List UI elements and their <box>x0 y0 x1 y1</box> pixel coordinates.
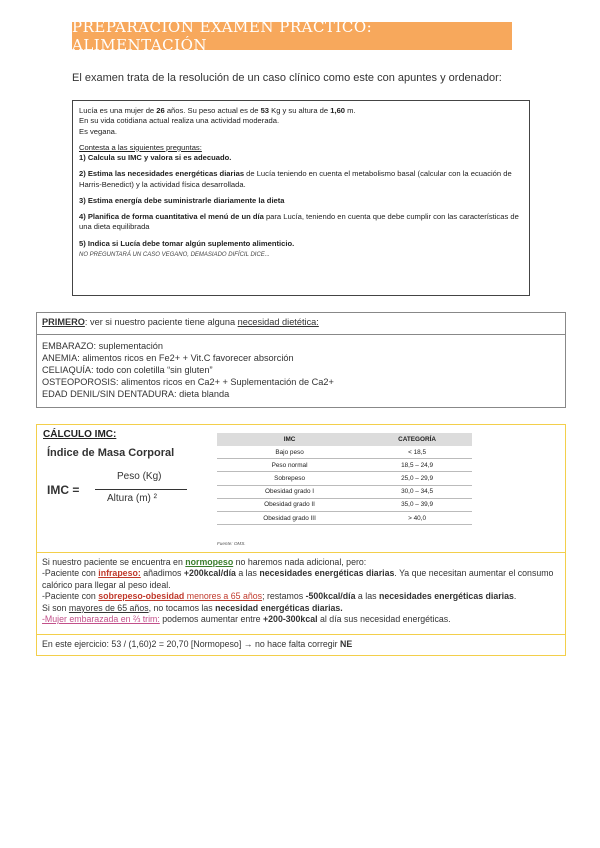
case-line-1: Lucía es una mujer de 26 años. Su peso actual es de 53 Kg y su altura de 1,60 m. En su vida cotidiana actual realiza una actividad moderada. Es vegana. <box>79 106 356 136</box>
list-item: OSTEOPOROSIS: alimentos ricos en Ca2+ + Suplementación de Ca2+ <box>42 376 334 387</box>
list-item: EDAD DENIL/SIN DENTADURA: dieta blanda <box>42 388 230 399</box>
list-item: ANEMIA: alimentos ricos en Fe2+ + Vit.C favorecer absorción <box>42 352 294 363</box>
list-item: EMBARAZO: suplementación <box>42 341 164 351</box>
imc-formula: Índice de Masa Corporal IMC = Peso (Kg) Altura (m) ² <box>47 447 197 517</box>
intro-text: El examen trata de la resolución de un caso clínico como este con apuntes y ordenador: <box>72 72 502 84</box>
exercise-result: En este ejercicio: 53 / (1,60)2 = 20,70 [Normopeso] → no hace falta corregir NE <box>42 639 353 649</box>
list-item: CELIAQUÍA: todo con coletilla “sin gluten” <box>42 364 213 375</box>
weight-value: 53 <box>260 106 270 115</box>
table-source: Fuente: OMS. <box>217 541 246 546</box>
height-value: 1,60 <box>330 106 346 115</box>
imc-table <box>217 433 472 525</box>
table-row: Sobrepeso 25,0 – 29,9 <box>217 472 472 485</box>
case-box <box>72 100 530 296</box>
table-header: IMC <box>217 433 362 446</box>
imc-notes: Si nuestro paciente se encuentra en normopeso no haremos nada adicional, pero: -Paciente con infrapeso: añadimos +200kcal/día a las necesidades energéticas diarias. Ya que necesitan aumentar el consumo calórico para llegar al peso ideal. -Paciente con sobrepeso-obesidad menores a 65 años; restamos -500kcal/día a las necesidades energéticas diarias. Si son mayores de 65 años, no tocamos las necesidad energéticas diarias. -Mujer embarazada en ⅔ trim: podemos aumentar entre +200-300kcal al día sus necesidad energéticas. <box>37 553 565 635</box>
question-4: 4) Planifica de forma cuantitativa el menú de un día para Lucía, teniendo en cuenta que debe cumplir con las características de una dieta equilibrada <box>79 212 519 232</box>
primero-heading: PRIMERO: ver si nuestro paciente tiene alguna necesidad dietética: <box>37 313 565 335</box>
table-row: Bajo peso < 18,5 <box>217 446 472 459</box>
table-row: Obesidad grado III > 40,0 <box>217 511 472 524</box>
question-1: 1) Calcula su IMC y valora si es adecuado. <box>79 153 232 162</box>
question-2: 2) Estima las necesidades energéticas diarias de Lucía teniendo en cuenta el metabolismo basal (calcular con la ecuación de Harris-Benedict) y la actividad física desarrollada. <box>79 169 512 189</box>
age-value: 26 <box>156 106 165 115</box>
question-5: 5) Indica si Lucía debe tomar algún suplemento alimenticio. NO PREGUNTARÁ UN CASO VEGANO, DEMASIADO DIFÍCIL DICE... <box>79 238 295 258</box>
table-row: Obesidad grado I 30,0 – 34,5 <box>217 485 472 498</box>
questions: Contesta a las siguientes preguntas: 1) Calcula su IMC y valora si es adecuado. <box>79 142 232 162</box>
imc-heading: CÁLCULO IMC: <box>43 429 117 440</box>
needs-list <box>37 335 565 407</box>
imc-box <box>36 424 566 656</box>
question-3: 3) Estima energía debe suministrarle diariamente la dieta <box>79 195 285 205</box>
table-row: Obesidad grado II 35,0 – 39,9 <box>217 498 472 511</box>
page-title: PREPARACIÓN EXAMEN PRÁCTICO: ALIMENTACIÓN <box>72 22 512 50</box>
primero-box <box>36 312 566 408</box>
table-row: Peso normal 18,5 – 24,9 <box>217 459 472 472</box>
case-note: NO PREGUNTARÁ UN CASO VEGANO, DEMASIADO DIFÍCIL DICE... <box>79 251 270 258</box>
table-header: CATEGORÍA <box>362 433 472 446</box>
